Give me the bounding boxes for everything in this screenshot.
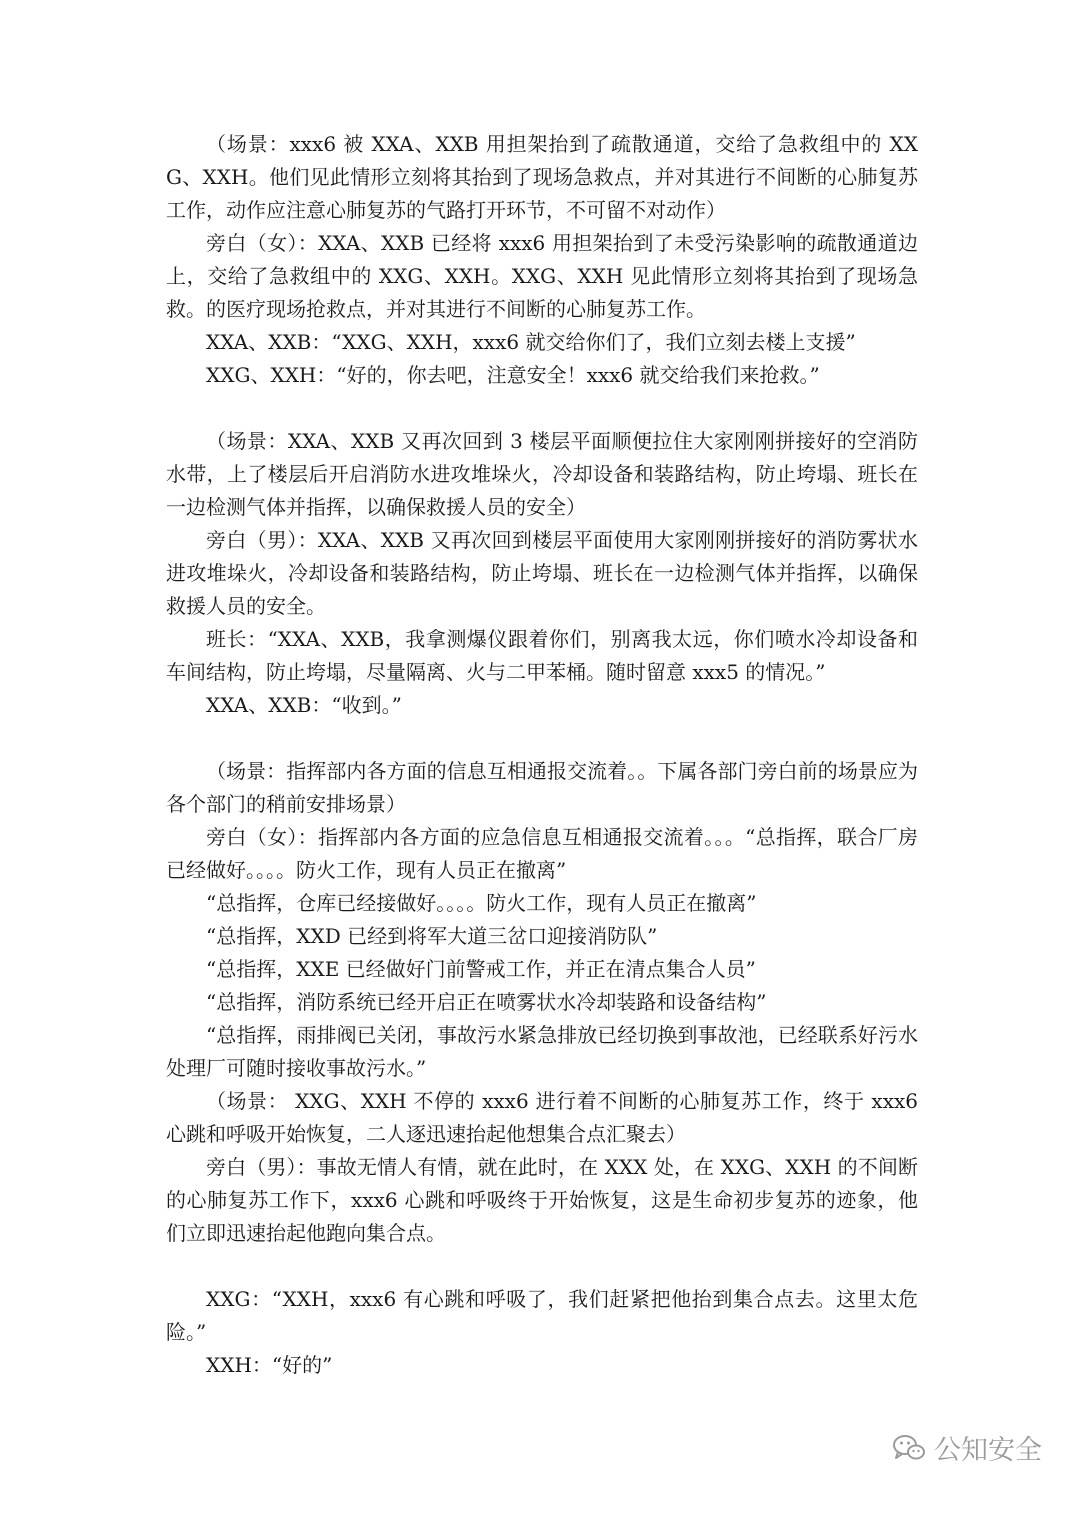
narration-paragraph: 旁白（女）：指挥部内各方面的应急信息互相通报交流着。。。“总指挥，联合厂房已经做好。。。。防火工作，现有人员正在撤离” [166,825,918,882]
dialogue-line: XXA、XXB：“XXG、XXH，xxx6 就交给你们了，我们立刻去楼上支援” [206,330,856,354]
watermark [892,1428,1042,1467]
wechat-icon [892,1433,926,1463]
narration-paragraph: 旁白（男）：事故无情人有情，就在此时，在 XXX 处，在 XXG、XXH 的不间断的心肺复苏工作下，xxx6 心跳和呼吸终于开始恢复，这是生命初步复苏的迹象，他们立即迅速抬起他跑向集合点。 [166,1155,918,1245]
section-spacer [166,1250,918,1283]
document-body [166,128,918,1382]
scene-paragraph: （场景：xxx6 被 XXA、XXB 用担架抬到了疏散通道，交给了急救组中的 XXG、XXH。他们见此情形立刻将其抬到了现场急救点，并对其进行不间断的心肺复苏工作，动作应注意心肺复苏的气路打开环节，不可留不对动作） [166,132,918,222]
section-spacer [166,722,918,755]
dialogue-line: “总指挥，消防系统已经开启正在喷雾状水冷却装路和设备结构” [206,990,767,1014]
watermark-text: 公知安全 [934,1435,1042,1466]
dialogue-line: “总指挥，XXD 已经到将军大道三岔口迎接消防队” [206,924,658,948]
scene-paragraph: （场景： XXG、XXH 不停的 xxx6 进行着不间断的心肺复苏工作，终于 xxx6 心跳和呼吸开始恢复，二人逐迅速抬起他想集合点汇聚去） [166,1089,918,1146]
dialogue-line: 班长：“XXA、XXB，我拿测爆仪跟着你们，别离我太远，你们喷水冷却设备和车间结构，防止垮塌，尽量隔离、火与二甲苯桶。随时留意 xxx5 的情况。” [166,627,918,684]
dialogue-line: “总指挥，仓库已经接做好。。。。防火工作，现有人员正在撤离” [206,891,757,915]
narration-paragraph: 旁白（男）：XXA、XXB 又再次回到楼层平面使用大家刚刚拼接好的消防雾状水进攻堆垛火，冷却设备和装路结构，防止垮塌、班长在一边检测气体并指挥，以确保救援人员的安全。 [166,528,918,618]
dialogue-line: XXG：“XXH，xxx6 有心跳和呼吸了，我们赶紧把他抬到集合点去。这里太危险。” [166,1287,918,1344]
narration-paragraph: 旁白（女）：XXA、XXB 已经将 xxx6 用担架抬到了未受污染影响的疏散通道边上，交给了急救组中的 XXG、XXH。XXG、XXH 见此情形立刻将其抬到了现场急救。的医疗现场抢救点，并对其进行不间断的心肺复苏工作。 [166,231,918,321]
dialogue-line: XXA、XXB：“收到。” [206,693,402,717]
section-spacer [166,392,918,425]
dialogue-line: XXH：“好的” [206,1353,333,1377]
dialogue-line: XXG、XXH：“好的，你去吧，注意安全！xxx6 就交给我们来抢救。” [206,363,820,387]
scene-paragraph: （场景：XXA、XXB 又再次回到 3 楼层平面顺便拉住大家刚刚拼接好的空消防水带，上了楼层后开启消防水进攻堆垛火，冷却设备和装路结构，防止垮塌、班长在一边检测气体并指挥，以确保救援人员的安全） [166,429,918,519]
scene-paragraph: （场景：指挥部内各方面的信息互相通报交流着。。下属各部门旁白前的场景应为各个部门的稍前安排场景） [166,759,918,816]
dialogue-line: “总指挥，雨排阀已关闭，事故污水紧急排放已经切换到事故池，已经联系好污水处理厂可随时接收事故污水。” [166,1023,918,1080]
dialogue-line: “总指挥，XXE 已经做好门前警戒工作，并正在清点集合人员” [206,957,756,981]
